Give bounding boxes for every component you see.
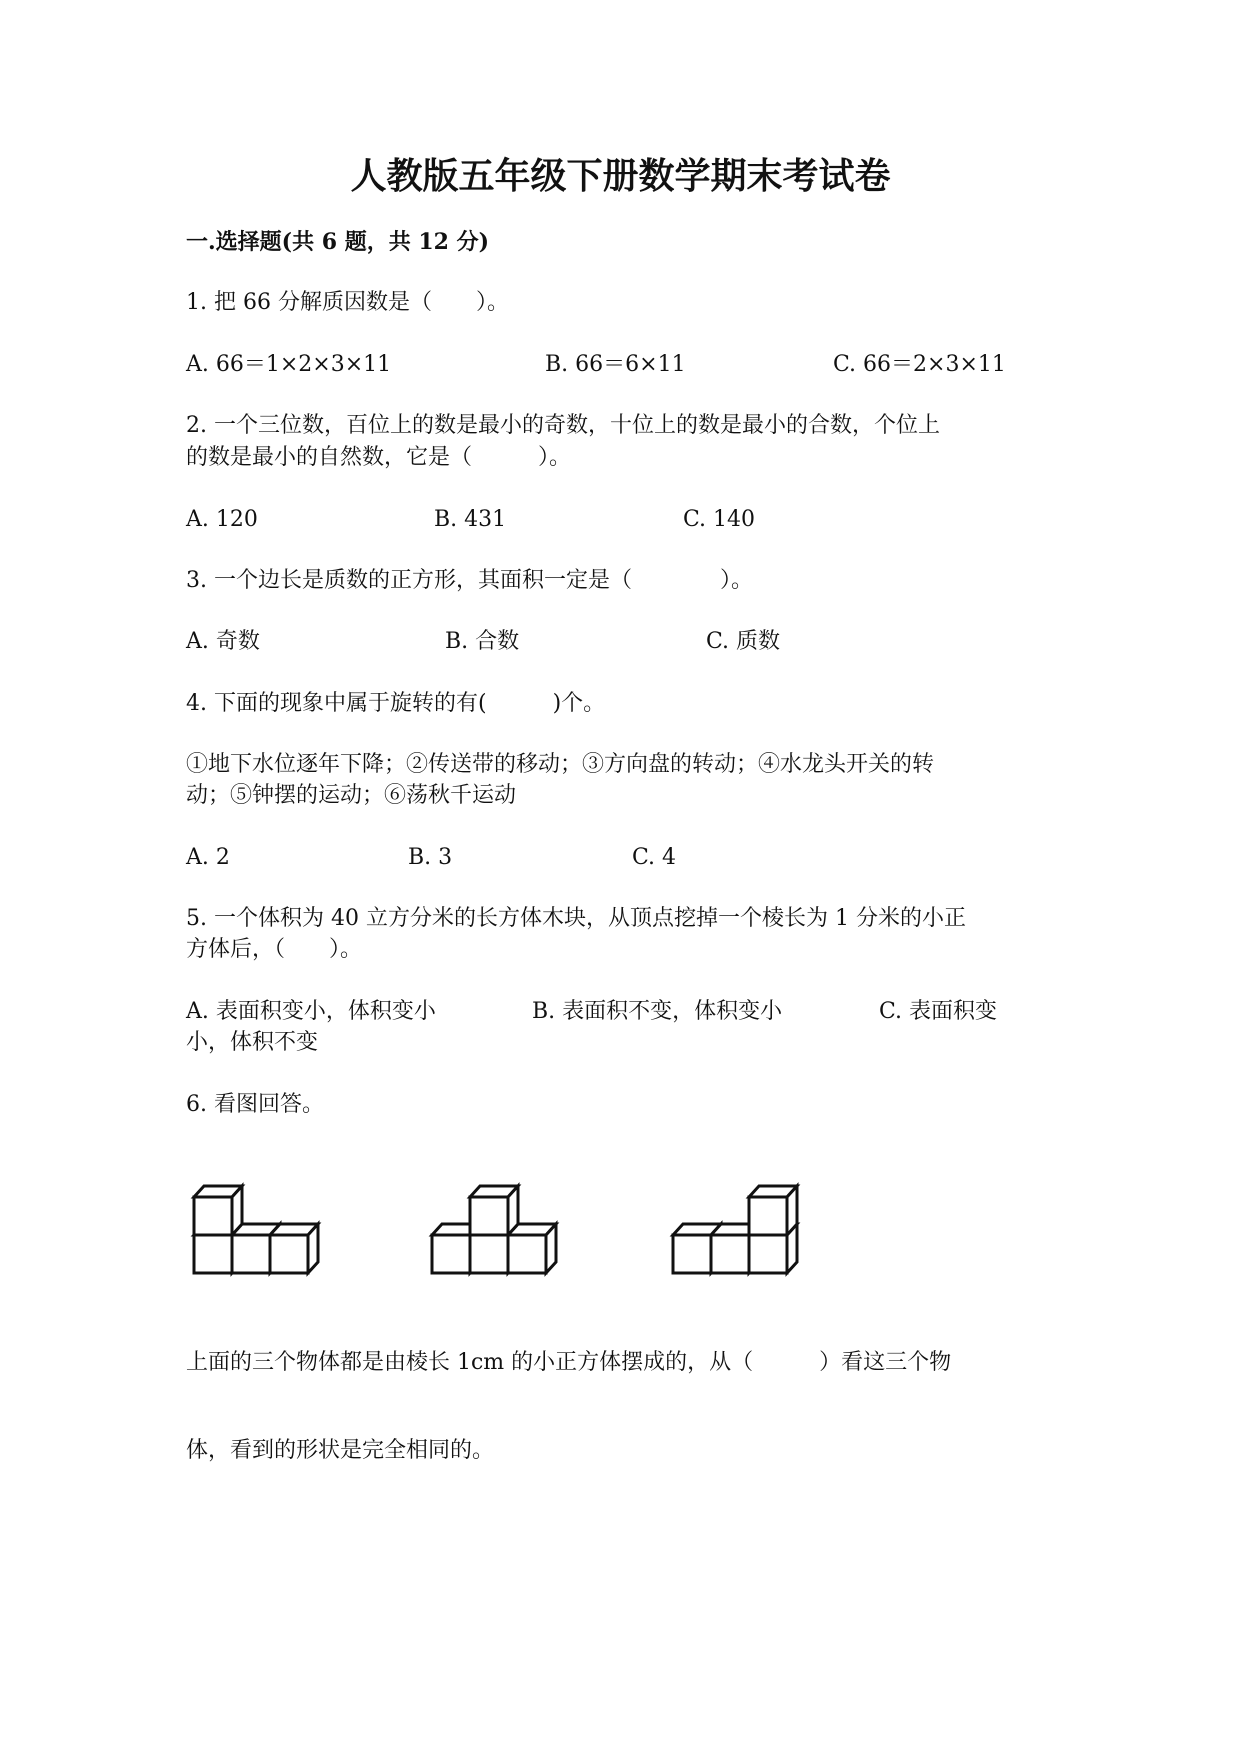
question-1-option-a: A. 66＝1×2×3×11 xyxy=(186,352,392,377)
question-6-text-line-1: 上面的三个物体都是由棱长 1cm 的小正方体摆成的，从（ ）看这三个物 xyxy=(186,1350,952,1375)
cube-front-face xyxy=(270,1235,308,1273)
cube-front-face xyxy=(508,1235,546,1273)
question-2-stem-line-2: 的数是最小的自然数，它是（ ）。 xyxy=(186,445,572,470)
question-2-option-c: C. 140 xyxy=(683,507,756,532)
question-2-option-b: B. 431 xyxy=(434,507,507,532)
question-5-stem-line-1: 5. 一个体积为 40 立方分米的长方体木块，从顶点挖掉一个棱长为 1 分米的小正 xyxy=(186,906,966,931)
question-1-option-b: B. 66＝6×11 xyxy=(545,352,686,377)
question-4-option-c: C. 4 xyxy=(632,845,677,870)
cube-figure-2 xyxy=(424,1175,574,1285)
question-6-stem: 6. 看图回答。 xyxy=(186,1092,324,1117)
question-3-option-c: C. 质数 xyxy=(706,629,781,654)
cube-front-face xyxy=(232,1235,270,1273)
cube-front-face xyxy=(470,1197,508,1235)
question-5-stem-line-2: 方体后，（ ）。 xyxy=(186,937,363,962)
question-4-list-line-1: ①地下水位逐年下降；②传送带的移动；③方向盘的转动；④水龙头开关的转 xyxy=(186,752,935,777)
cube-front-face xyxy=(194,1197,232,1235)
question-2-stem-line-1: 2. 一个三位数，百位上的数是最小的奇数，十位上的数是最小的合数，个位上 xyxy=(186,413,940,438)
cube-figure-3 xyxy=(665,1175,815,1285)
question-5-option-a: A. 表面积变小，体积变小 xyxy=(186,999,436,1024)
question-4-option-b: B. 3 xyxy=(408,845,453,870)
question-2-option-a: A. 120 xyxy=(186,507,258,532)
question-1-option-c: C. 66＝2×3×11 xyxy=(833,352,1006,377)
cube-figure-1 xyxy=(186,1175,336,1285)
cube-front-face xyxy=(432,1235,470,1273)
question-6-text-line-2: 体，看到的形状是完全相同的。 xyxy=(186,1438,495,1463)
question-3-option-b: B. 合数 xyxy=(445,629,520,654)
cube-front-face xyxy=(749,1197,787,1235)
question-5-option-c-continued: 小，体积不变 xyxy=(186,1030,319,1055)
section-heading: 一.选择题(共 6 题，共 12 分) xyxy=(186,229,490,255)
question-3-option-a: A. 奇数 xyxy=(186,629,260,654)
cube-front-face xyxy=(673,1235,711,1273)
question-4-list-line-2: 动；⑤钟摆的运动；⑥荡秋千运动 xyxy=(186,783,517,808)
page-title: 人教版五年级下册数学期末考试卷 xyxy=(350,155,891,197)
cube-front-face xyxy=(749,1235,787,1273)
question-3-stem: 3. 一个边长是质数的正方形，其面积一定是（ ）。 xyxy=(186,568,753,593)
cube-front-face xyxy=(470,1235,508,1273)
question-4-stem: 4. 下面的现象中属于旋转的有( )个。 xyxy=(186,691,606,716)
question-5-option-c: C. 表面积变 xyxy=(879,999,998,1024)
cube-front-face xyxy=(711,1235,749,1273)
question-4-option-a: A. 2 xyxy=(186,845,230,870)
cube-front-face xyxy=(194,1235,232,1273)
question-1-stem: 1. 把 66 分解质因数是（ ）。 xyxy=(186,290,509,315)
question-5-option-b: B. 表面积不变，体积变小 xyxy=(532,999,783,1024)
